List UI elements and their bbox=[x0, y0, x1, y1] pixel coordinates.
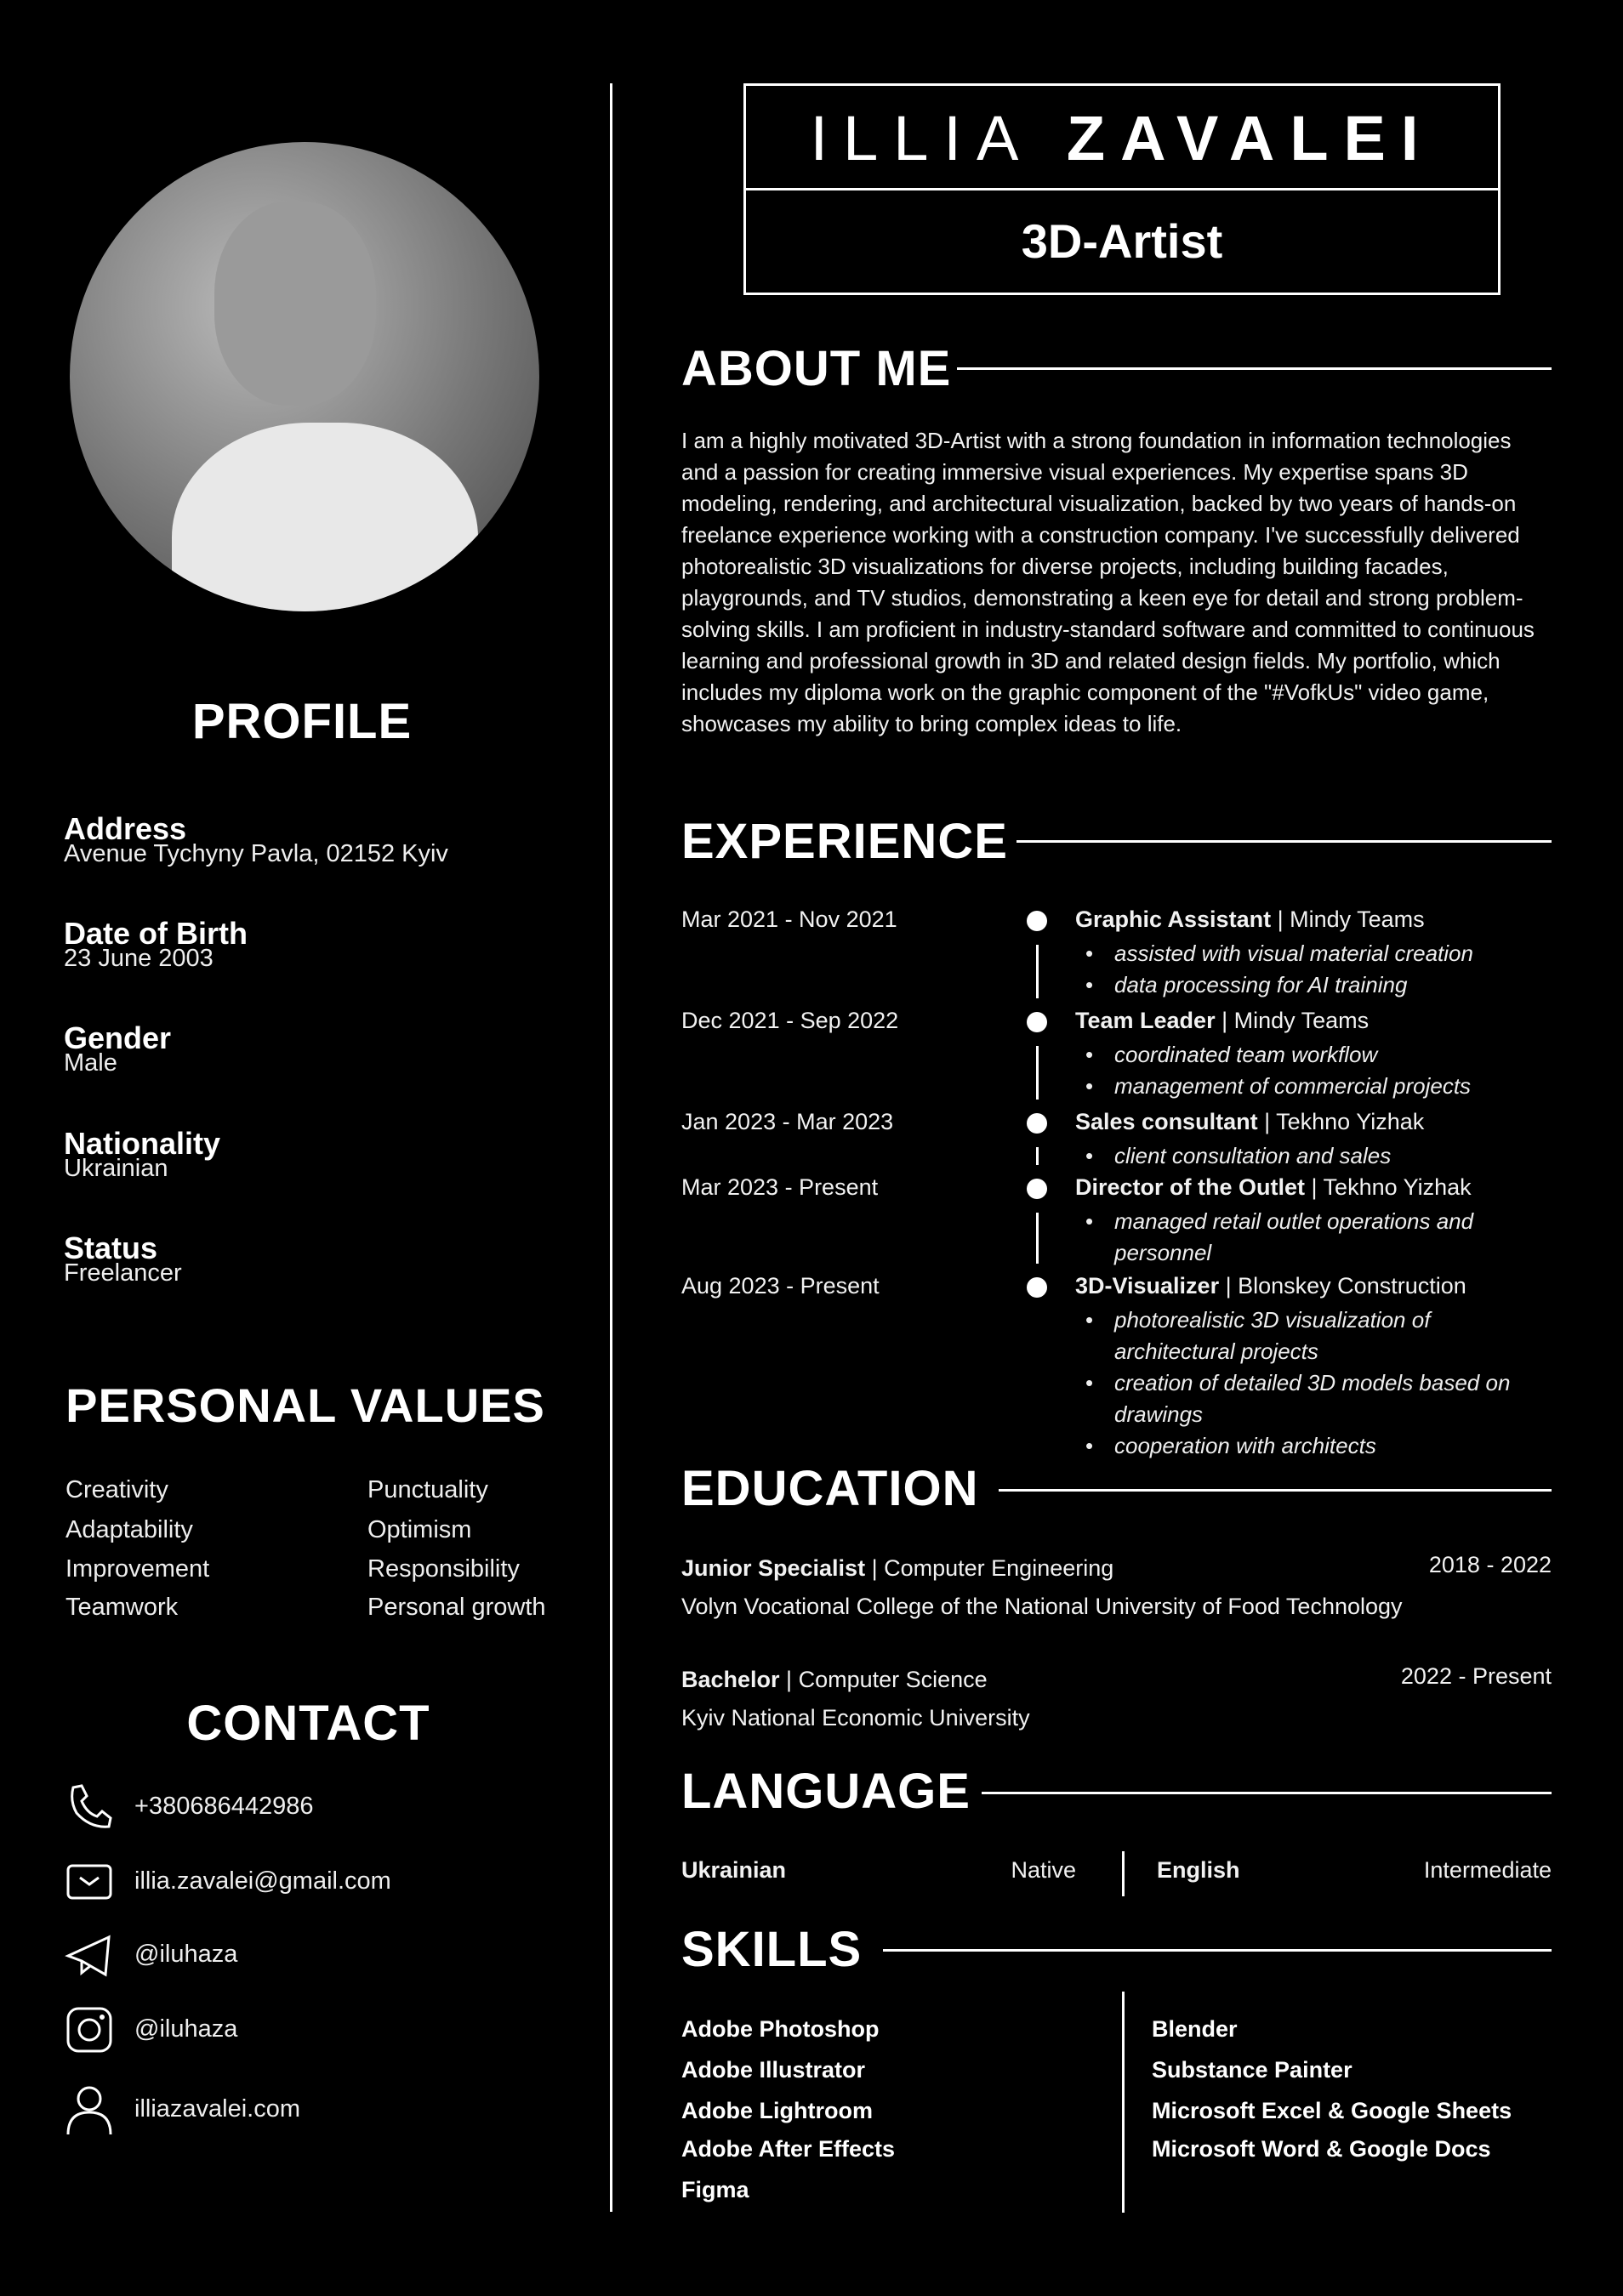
skill-item: Adobe After Effects bbox=[681, 2136, 896, 2162]
timeline-line bbox=[1036, 1046, 1039, 1100]
skill-item: Substance Painter bbox=[1152, 2057, 1352, 2083]
timeline-dot bbox=[1027, 1113, 1047, 1134]
experience-bullet: • cooperation with architects bbox=[1114, 1430, 1523, 1462]
job-title: Graphic Assistant bbox=[1075, 906, 1272, 932]
education-degree-line: Junior Specialist | Computer Engineering bbox=[681, 1555, 1114, 1581]
timeline-line bbox=[1036, 1147, 1039, 1165]
timeline-dot bbox=[1027, 911, 1047, 931]
contact-item[interactable]: illiazavalei.com bbox=[134, 2095, 301, 2123]
education-school: Volyn Vocational College of the National University of Food Technology bbox=[681, 1594, 1403, 1619]
telegram-icon bbox=[65, 1930, 114, 1980]
company: Blonskey Construction bbox=[1238, 1273, 1466, 1299]
skill-item: Adobe Lightroom bbox=[681, 2098, 873, 2123]
skills-divider bbox=[1122, 1992, 1125, 2213]
language-heading: LANGUAGE bbox=[681, 1764, 971, 1819]
education-degree-line: Bachelor | Computer Science bbox=[681, 1667, 988, 1692]
user-icon bbox=[65, 2085, 114, 2134]
experience-heading: EXPERIENCE bbox=[681, 814, 1008, 869]
skill-item: Figma bbox=[681, 2177, 749, 2202]
education-school: Kyiv National Economic University bbox=[681, 1705, 1030, 1731]
skills-heading: SKILLS bbox=[681, 1922, 863, 1977]
profile-value: 23 June 2003 bbox=[64, 945, 214, 972]
language-level: Native bbox=[1011, 1857, 1076, 1883]
company: Mindy Teams bbox=[1290, 906, 1425, 932]
language-level: Intermediate bbox=[1423, 1857, 1552, 1883]
education-rule bbox=[999, 1489, 1552, 1492]
skills-rule bbox=[883, 1949, 1552, 1952]
experience-bullet: • data processing for AI training bbox=[1114, 969, 1523, 1001]
experience-bullet: • management of commercial projects bbox=[1114, 1071, 1523, 1102]
profile-photo bbox=[70, 142, 539, 611]
degree: Junior Specialist bbox=[681, 1555, 866, 1581]
value-item: Punctuality bbox=[367, 1476, 488, 1503]
skill-item: Microsoft Excel & Google Sheets bbox=[1152, 2098, 1512, 2123]
value-item: Personal growth bbox=[367, 1594, 546, 1621]
experience-dates: Mar 2023 - Present bbox=[681, 1174, 879, 1200]
education-years: 2022 - Present bbox=[1400, 1663, 1552, 1689]
company: Mindy Teams bbox=[1233, 1008, 1370, 1033]
about-rule bbox=[957, 367, 1552, 370]
field: Computer Engineering bbox=[884, 1555, 1114, 1581]
field: Computer Science bbox=[798, 1667, 988, 1692]
skill-item: Adobe Photoshop bbox=[681, 2016, 880, 2042]
value-item: Optimism bbox=[367, 1516, 472, 1543]
experience-dates: Dec 2021 - Sep 2022 bbox=[681, 1008, 899, 1033]
contact-heading: CONTACT bbox=[186, 1696, 430, 1751]
value-item: Improvement bbox=[65, 1555, 210, 1583]
contact-item[interactable]: @iluhaza bbox=[134, 2015, 238, 2043]
value-item: Creativity bbox=[65, 1476, 168, 1503]
timeline-dot bbox=[1027, 1179, 1047, 1199]
contact-item[interactable]: +380686442986 bbox=[134, 1793, 314, 1820]
company: Tekhno Yizhak bbox=[1276, 1109, 1425, 1134]
name-row bbox=[746, 86, 1498, 190]
experience-title-line: Sales consultant | Tekhno Yizhak bbox=[1075, 1109, 1425, 1134]
name-box bbox=[743, 83, 1501, 295]
profile-value: Ukrainian bbox=[64, 1155, 168, 1182]
mail-icon bbox=[65, 1857, 114, 1907]
skill-item: Adobe Illustrator bbox=[681, 2057, 866, 2083]
job-title: Sales consultant bbox=[1075, 1109, 1258, 1134]
experience-title-line: Director of the Outlet | Tekhno Yizhak bbox=[1075, 1174, 1472, 1200]
contact-item[interactable]: illia.zavalei@gmail.com bbox=[134, 1867, 391, 1895]
profile-label: Date of Birth bbox=[64, 916, 248, 951]
profile-label: Gender bbox=[64, 1020, 172, 1055]
experience-bullet: • managed retail outlet operations and personnel bbox=[1114, 1206, 1523, 1269]
experience-rule bbox=[1017, 840, 1552, 843]
language-divider bbox=[1122, 1851, 1125, 1896]
degree: Bachelor bbox=[681, 1667, 780, 1692]
value-item: Adaptability bbox=[65, 1516, 193, 1543]
education-years: 2018 - 2022 bbox=[1428, 1552, 1552, 1577]
profile-value: Male bbox=[64, 1049, 117, 1077]
value-item: Responsibility bbox=[367, 1555, 520, 1583]
about-text: I am a highly motivated 3D-Artist with a strong foundation in information technologies and a passion for creating immersive visual experiences. My expertise spans 3D modeling, rendering, and architectural visualization, backed by two years of hands-on freelance experience working with a construction company. I've successfully delivered photorealistic 3D visualizations for diverse projects, including building facades, playgrounds, and TV studios, demonstrating a keen eye for detail and strong problem-solving skills. I am proficient in industry-standard software and committed to continuous learning and professional growth in 3D and related design fields. My portfolio, which includes my diploma work on the graphic component of the "#VofkUs" video game, showcases my ability to bring complex ideas to life. bbox=[681, 428, 1535, 736]
company: Tekhno Yizhak bbox=[1323, 1174, 1472, 1200]
experience-bullet: • assisted with visual material creation bbox=[1114, 938, 1523, 969]
first-name: ILLIA bbox=[810, 103, 1034, 173]
experience-bullet: • coordinated team workflow bbox=[1114, 1039, 1523, 1071]
experience-dates: Aug 2023 - Present bbox=[681, 1273, 880, 1299]
experience-title-line: 3D-Visualizer | Blonskey Construction bbox=[1075, 1273, 1466, 1299]
profile-label: Nationality bbox=[64, 1126, 221, 1161]
job-title: 3D-Visualizer bbox=[1075, 1273, 1220, 1299]
contact-item[interactable]: @iluhaza bbox=[134, 1941, 238, 1968]
last-name: ZAVALEI bbox=[1066, 103, 1434, 173]
profile-value: Avenue Tychyny Pavla, 02152 Kyiv bbox=[64, 840, 448, 867]
experience-dates: Mar 2021 - Nov 2021 bbox=[681, 906, 897, 932]
language-name: Ukrainian bbox=[681, 1857, 787, 1883]
phone-icon bbox=[65, 1782, 114, 1832]
timeline-dot bbox=[1027, 1277, 1047, 1298]
profile-label: Address bbox=[64, 811, 187, 846]
education-heading: EDUCATION bbox=[681, 1461, 979, 1516]
role-title: 3D-Artist bbox=[1021, 214, 1223, 268]
experience-title-line: Graphic Assistant | Mindy Teams bbox=[1075, 906, 1425, 932]
timeline-dot bbox=[1027, 1012, 1047, 1032]
experience-bullet: • photorealistic 3D visualization of architectural projects bbox=[1114, 1304, 1523, 1367]
experience-title-line: Team Leader | Mindy Teams bbox=[1075, 1008, 1370, 1033]
job-title: Director of the Outlet bbox=[1075, 1174, 1306, 1200]
timeline-line bbox=[1036, 1213, 1039, 1264]
about-heading: ABOUT ME bbox=[681, 341, 952, 396]
profile-value: Freelancer bbox=[64, 1259, 182, 1287]
job-title: Team Leader bbox=[1075, 1008, 1216, 1033]
experience-bullet: • client consultation and sales bbox=[1114, 1140, 1523, 1172]
profile-label: Status bbox=[64, 1230, 158, 1265]
language-rule bbox=[982, 1792, 1552, 1794]
experience-dates: Jan 2023 - Mar 2023 bbox=[681, 1109, 894, 1134]
language-name: English bbox=[1157, 1857, 1240, 1883]
skill-item: Microsoft Word & Google Docs bbox=[1152, 2136, 1491, 2162]
experience-bullet: • creation of detailed 3D models based on drawings bbox=[1114, 1367, 1523, 1430]
profile-heading: PROFILE bbox=[191, 694, 413, 749]
column-divider bbox=[610, 83, 612, 2212]
instagram-icon bbox=[65, 2005, 114, 2054]
skill-item: Blender bbox=[1152, 2016, 1238, 2042]
timeline-line bbox=[1036, 945, 1039, 998]
personal-values-heading: PERSONAL VALUES bbox=[65, 1378, 545, 1432]
value-item: Teamwork bbox=[65, 1594, 179, 1621]
